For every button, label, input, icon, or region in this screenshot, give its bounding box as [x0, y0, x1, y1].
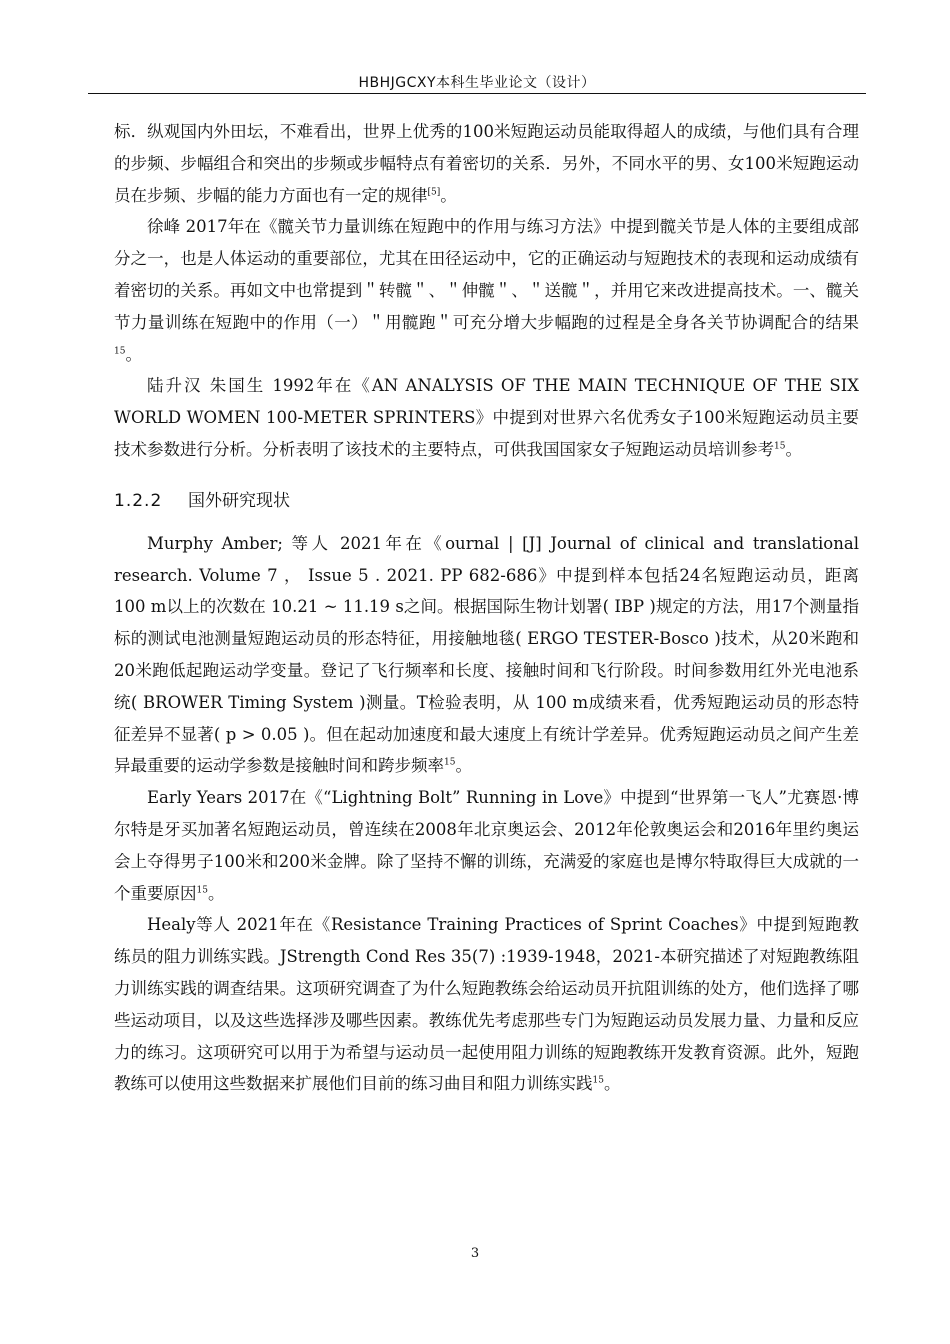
citation-ref: 15	[196, 885, 208, 896]
document-body	[114, 116, 859, 1100]
paragraph-end: 。	[785, 439, 802, 459]
citation-ref: 15	[114, 346, 126, 357]
paragraph-end: 。	[207, 883, 225, 903]
paragraph-healy	[114, 909, 859, 1100]
paragraph-continuation	[114, 116, 859, 211]
paragraph-text: 陆升汉 朱国生 1992年在《AN ANALYSIS OF THE MAIN TECHNIQUE OF THE SIX WORLD WOMEN 100-METER SPRINTERS》中提到对世界六名优秀女子100米短跑运动员主要技术参数进行分析。分析表明了该技术的主要特点，可供我国国家女子短跑运动员培训参考	[114, 376, 859, 459]
paragraph-end: 。	[455, 756, 472, 776]
section-title: 国外研究现状	[188, 490, 290, 511]
citation-ref: 15	[592, 1075, 604, 1086]
citation-ref: [5]	[427, 187, 441, 198]
paragraph-text: Healy等人 2021年在《Resistance Training Practices of Sprint Coaches》中提到短跑教练员的阻力训练实践。JStrength Cond Res 35(7) :1939-1948，2021-本研究描述了对短跑教练阻力训练实践的调查结果。这项研究调查了为什么短跑教练会给运动员开抗阻训练的处方，他们选择了哪些运动项目，以及这些选择涉及哪些因素。教练优先考虑那些专门为短跑运动员发展力量、力量和反应力的练习。这项研究可以用于为希望与运动员一起使用阻力训练的短跑教练开发教育资源。此外，短跑教练可以使用这些数据来扩展他们目前的练习曲目和阻力训练实践	[114, 915, 859, 1094]
paragraph-end: 。	[440, 185, 457, 205]
paragraph-lu-shenghan	[114, 370, 859, 465]
page-header: HBHJGCXY本科生毕业论文（设计）	[358, 75, 596, 91]
section-number: 1.2.2	[114, 490, 163, 511]
paragraph-end: 。	[125, 344, 142, 364]
citation-ref: 15	[444, 757, 456, 768]
paragraph-text: 标．纵观国内外田坛，不难看出，世界上优秀的100米短跑运动员能取得超人的成绩，与他们具有合理的步频、步幅组合和突出的步频或步幅特点有着密切的关系．另外，不同水平的男、女100米短跑运动员在步频、步幅的能力方面也有一定的规律	[114, 122, 859, 205]
section-heading	[114, 486, 859, 516]
paragraph-early-years	[114, 782, 859, 909]
paragraph-text: 徐峰 2017年在《髋关节力量训练在短跑中的作用与练习方法》中提到髋关节是人体的主要组成部分之一，也是人体运动的重要部位，尤其在田径运动中，它的正确运动与短跑技术的表现和运动成绩有着密切的关系。再如文中也常提到＂转髋＂、＂伸髋＂、＂送髋＂，并用它来改进提高技术。一、髋关节力量训练在短跑中的作用（一）＂用髋跑＂可充分增大步幅跑的过程是全身各关节协调配合的结果	[114, 217, 859, 332]
paragraph-text: Murphy Amber; 等人 2021年在《ournal | [J] Journal of clinical and translational research. Volume 7 ， Issue 5 . 2021. PP 682-686》中提到样本包括24名短跑运动员，距离 100 m以上的次数在 10.21 ~ 11.19 s之间。根据国际生物计划署( IBP )规定的方法，用17个测量指标的测试电池测量短跑运动员的形态特征，用接触地毯( ERGO TESTER-Bosco )技术，从20米跑和20米跑低起跑运动学变量。登记了飞行频率和长度、接触时间和飞行阶段。时间参数用红外光电池系统( BROWER Timing System )测量。T检验表明，从 100 m成绩来看，优秀短跑运动员的形态特征差异不显著( p > 0.05 )。但在起动加速度和最大速度上有统计学差异。优秀短跑运动员之间产生差异最重要的运动学参数是接触时间和跨步频率	[114, 533, 859, 776]
paragraph-xu-feng	[114, 211, 859, 370]
header-divider	[88, 93, 866, 94]
paragraph-end: 。	[603, 1074, 621, 1094]
citation-ref: 15	[774, 441, 786, 452]
page-number: 3	[470, 1246, 480, 1261]
paragraph-murphy	[114, 528, 859, 782]
paragraph-text: Early Years 2017在《“Lightning Bolt” Running in Love》中提到“世界第一飞人”尤赛恩·博尔特是牙买加著名短跑运动员，曾连续在2008年北京奥运会、2012年伦敦奥运会和2016年里约奥运会上夺得男子100米和200米金牌。除了坚持不懈的训练，充满爱的家庭也是博尔特取得巨大成就的一个重要原因	[114, 788, 859, 903]
